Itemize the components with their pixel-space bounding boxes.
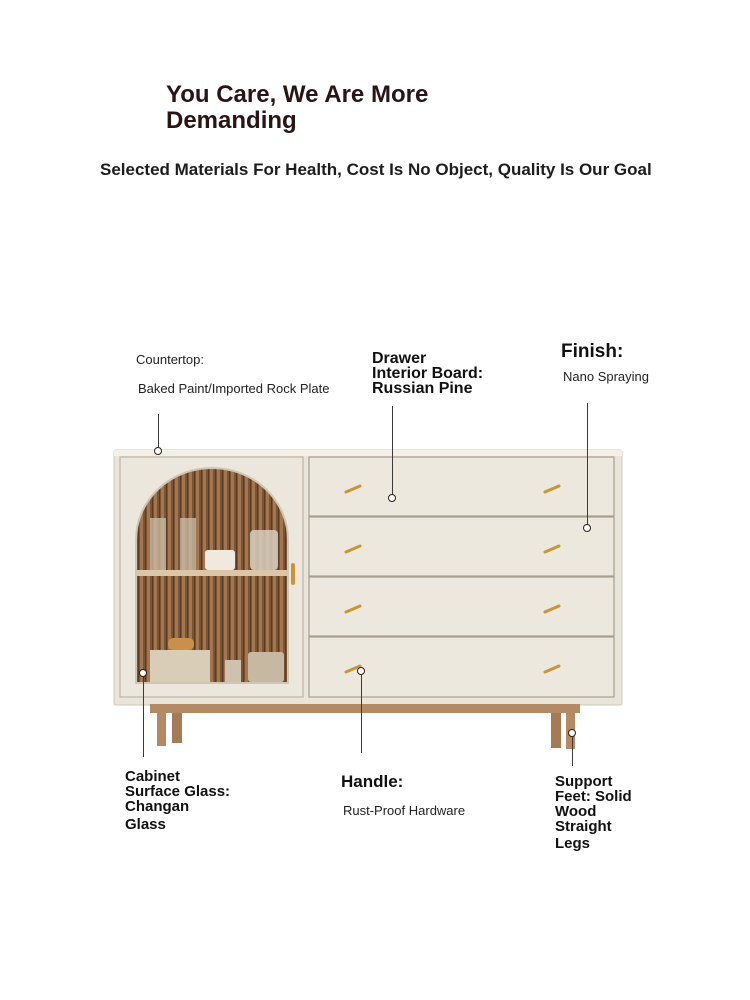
countertop-title: Countertop: bbox=[136, 352, 204, 367]
handle-leader bbox=[361, 675, 362, 753]
cabinet-glass-marker bbox=[139, 669, 147, 677]
leg bbox=[157, 704, 166, 746]
support-feet-leader bbox=[572, 737, 573, 766]
support-callout-line-2: Feet: Solid bbox=[555, 788, 632, 805]
countertop-leader bbox=[158, 414, 159, 449]
cabinet-callout-line-2: Surface Glass: bbox=[125, 783, 231, 800]
drawer-2 bbox=[309, 517, 614, 576]
teacup bbox=[205, 550, 235, 570]
support-callout-line-1: Support bbox=[555, 773, 613, 790]
bread bbox=[168, 638, 194, 650]
jar bbox=[225, 660, 241, 682]
handle-detail: Rust-Proof Hardware bbox=[343, 803, 466, 818]
cabinet-glass-leader bbox=[143, 677, 144, 757]
glass-bottle bbox=[150, 518, 166, 570]
finish-leader bbox=[587, 403, 588, 525]
door-handle bbox=[291, 563, 295, 585]
leg bbox=[566, 704, 575, 749]
drawer-callout-line-2: Interior Board: bbox=[372, 365, 484, 382]
page-title-line-2: Demanding bbox=[166, 107, 297, 134]
support-callout-line-3: Wood bbox=[555, 803, 597, 820]
countertop-marker bbox=[154, 447, 162, 455]
drawer-callout-line-1: Drawer bbox=[372, 350, 427, 367]
cabinet-callout-line-1: Cabinet bbox=[125, 768, 181, 785]
countertop-detail: Baked Paint/Imported Rock Plate bbox=[138, 381, 330, 396]
drawer-1 bbox=[309, 457, 614, 516]
box bbox=[150, 650, 210, 682]
drawers bbox=[309, 457, 614, 697]
finish-marker bbox=[583, 524, 591, 532]
support-callout-line-4: Straight bbox=[555, 818, 612, 835]
support-callout-line-5: Legs bbox=[555, 835, 591, 852]
handle-marker bbox=[357, 667, 365, 675]
glass-bottle bbox=[180, 518, 196, 570]
finish-title: Finish: bbox=[561, 341, 624, 362]
page-subtitle: Selected Materials For Health, Cost Is No Object, Quality Is Our Goal bbox=[100, 160, 652, 179]
glass-shelf bbox=[136, 570, 288, 576]
base-rail bbox=[150, 704, 580, 713]
handle-title: Handle: bbox=[341, 772, 404, 791]
drawer-leader bbox=[392, 406, 393, 495]
countertop bbox=[114, 450, 622, 456]
finish-detail: Nano Spraying bbox=[563, 369, 649, 384]
drawer-marker bbox=[388, 494, 396, 502]
cabinet-callout-line-3: Changan bbox=[125, 798, 190, 815]
leg bbox=[551, 713, 561, 748]
cabinet-callout-line-4: Glass bbox=[125, 816, 166, 833]
leg bbox=[172, 713, 182, 743]
drawer-3 bbox=[309, 577, 614, 636]
teapot bbox=[250, 530, 278, 570]
drawer-callout-line-3: Russian Pine bbox=[372, 380, 473, 397]
plate-stack bbox=[248, 652, 284, 682]
page-title-line-1: You Care, We Are More bbox=[166, 81, 429, 108]
support-feet-marker bbox=[568, 729, 576, 737]
